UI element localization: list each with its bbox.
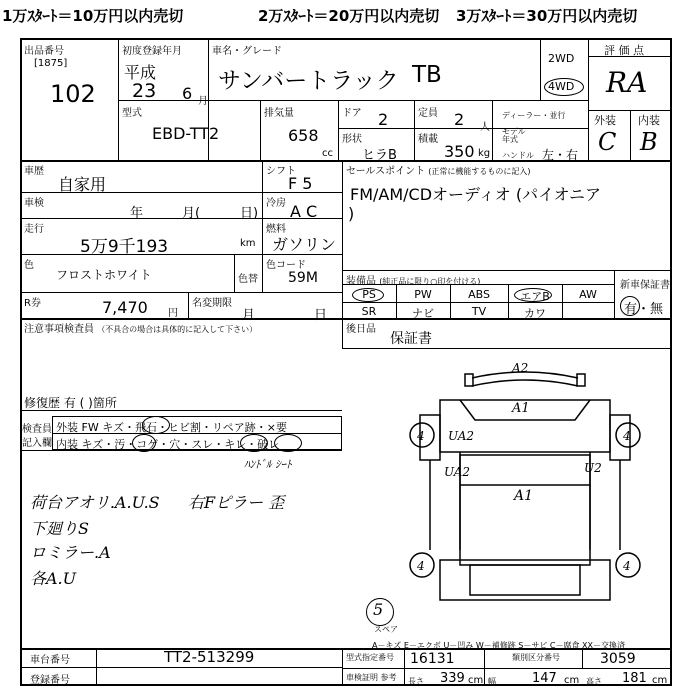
lot-number: 102	[50, 80, 96, 108]
interior-label: 内装	[638, 114, 660, 127]
note-underbody: 下廻りS	[30, 519, 89, 538]
registration-month: 6	[182, 84, 193, 103]
drive-4wd: 4WD	[548, 80, 575, 93]
note-bed-gate: 荷台アオリ.A.U.S	[30, 493, 160, 512]
vehicle-damage-diagram	[400, 360, 650, 620]
rule-10man: 1万ｽﾀｰﾄ＝10万円以内売切	[2, 7, 184, 25]
width-unit: cm	[564, 675, 580, 686]
inspection-year: 年	[130, 206, 144, 221]
model-value: EBD-TT2	[152, 124, 220, 143]
shift-label: シフト	[266, 166, 296, 177]
repair-history: 修復歴 有 ( )箇所	[24, 396, 117, 410]
mark-tire-fl: 4	[417, 429, 425, 443]
note-each: 各A.U	[30, 569, 77, 588]
rule-20man: 2万ｽﾀｰﾄ＝20万円以内売切	[258, 7, 440, 25]
notes-label: 注意事項検査員 （不具合の場合は具体的に記入して下さい）	[24, 324, 258, 335]
accessories-label: 後日品	[346, 324, 376, 335]
auction-rules-banner	[0, 0, 700, 30]
mileage-label: 走行	[24, 224, 44, 235]
mark-tire-rl: 4	[417, 559, 425, 573]
mark-a2-top: A2	[512, 361, 529, 375]
vehicle-grade: TB	[412, 62, 442, 88]
width-label: 幅	[488, 677, 496, 686]
sales-point-line1: FM/AM/CDオーディオ (パイオニア	[350, 185, 601, 204]
aircon-label: 冷房	[266, 198, 286, 209]
inspector-exterior-row: 外装 FW キズ・飛石・ヒビ割・リペア跡・×要	[56, 421, 287, 434]
repaint-label: 色替	[238, 274, 258, 285]
equipment-pw: PW	[414, 288, 432, 301]
load-unit: kg	[478, 148, 491, 159]
dealer-label: ディーラー・並行	[502, 111, 566, 120]
rating-label: 評 価 点	[604, 44, 644, 57]
exterior-label: 外装	[594, 114, 616, 127]
type-designation-value: 16131	[410, 651, 455, 667]
registration-era: 平成	[124, 63, 157, 82]
name-change-day: 日	[314, 308, 328, 323]
inspection-label: 車検	[24, 198, 44, 209]
registration-label: 初度登録年月	[122, 46, 182, 57]
equipment-sr: SR	[361, 305, 377, 318]
inspector-label-2: 記入欄	[22, 438, 52, 449]
dimensions-label: 車検証明 参考	[346, 673, 397, 682]
equipment-ps: PS	[362, 288, 376, 301]
lot-label: 出品番号	[24, 46, 64, 57]
inspector-label-1: 検査員	[22, 424, 52, 435]
plate-label: 登録番号	[30, 675, 70, 686]
mark-tire-fr: 4	[623, 429, 631, 443]
inspector-hand-note: ﾊﾝﾄﾞﾙ ｼｰﾄ	[244, 458, 292, 471]
spare-label: スペア	[374, 625, 398, 634]
rule-30man: 3万ｽﾀｰﾄ＝30万円以内売切	[456, 7, 638, 25]
load-value: 350	[444, 142, 475, 161]
model-label: 型式	[122, 108, 142, 119]
mark-a1-roof: A1	[512, 401, 530, 416]
type-designation-label: 型式指定番号	[346, 653, 394, 662]
capacity-label: 定員	[418, 108, 438, 119]
spare-tire-count: 5	[373, 600, 384, 619]
length-label: 長さ	[408, 677, 424, 686]
body-shape-value: ヒラB	[362, 148, 397, 163]
registration-year: 23	[132, 80, 157, 102]
color-code-label: 色コード	[266, 260, 306, 271]
height-value: 181	[622, 671, 647, 686]
lot-sub: [1875]	[34, 58, 68, 69]
aircon-value: A C	[290, 202, 318, 221]
note-mirror: ロミラー.A	[30, 543, 111, 562]
vehicle-name: サンバートラック	[218, 68, 399, 94]
equipment-leather: カワ	[524, 307, 546, 320]
mark-u2-right: U2	[584, 461, 602, 475]
sales-point-line2: )	[348, 204, 355, 223]
dirt-circle	[132, 434, 156, 452]
displacement-unit: cc	[322, 148, 333, 159]
color-value: フロストホワイト	[56, 268, 152, 282]
drive-2wd: 2WD	[548, 52, 575, 65]
handle-value: 左・右	[542, 148, 579, 162]
name-change-label: 名変期限	[192, 298, 232, 309]
fuel-label: 燃料	[266, 224, 286, 235]
category-value: 3059	[600, 651, 636, 667]
handle-label: ハンドル	[502, 151, 534, 160]
length-unit: cm	[468, 675, 484, 686]
recycle-label: R券	[24, 298, 41, 309]
interior-grade: B	[640, 128, 658, 156]
chassis-value: TT2-513299	[164, 648, 255, 666]
scuff-circle	[240, 434, 268, 452]
accessories-value: 保証書	[390, 331, 432, 347]
registration-month-unit: 月	[198, 96, 208, 107]
chassis-label: 車台番号	[30, 655, 70, 666]
vehicle-label: 車名・グレード	[212, 46, 282, 57]
exterior-grade: C	[598, 128, 617, 156]
model-year-label: モデル年式	[502, 127, 526, 144]
doors-value: 2	[378, 110, 389, 129]
height-label: 高さ	[586, 677, 602, 686]
capacity-value: 2	[454, 110, 465, 129]
inspection-day: 日)	[240, 206, 259, 221]
equipment-navi: ナビ	[412, 307, 434, 320]
body-shape-label: 形状	[342, 134, 362, 145]
category-label: 類別区分番号	[512, 653, 560, 662]
rating-score: RA	[606, 66, 648, 99]
equipment-aw: AW	[579, 288, 597, 301]
equipment-airbag: エアB	[520, 290, 550, 303]
load-label: 積載	[418, 134, 438, 145]
inspection-month: 月(	[182, 206, 201, 221]
warranty-value: 有・無	[624, 302, 664, 317]
warranty-label: 新車保証書	[620, 280, 670, 291]
length-value: 339	[440, 671, 465, 686]
fuel-value: ガソリン	[272, 235, 337, 254]
mark-a1-bed: A1	[514, 488, 534, 504]
width-value: 147	[532, 671, 557, 686]
equipment-abs: ABS	[468, 288, 490, 301]
equipment-tv: TV	[471, 305, 487, 318]
name-change-month: 月	[242, 308, 256, 323]
inspector-interior-row: 内装 キズ・汚・コゲ・穴・スレ・キレ・破レ	[56, 438, 280, 451]
recycle-unit: 円	[168, 308, 178, 319]
shift-value: F 5	[288, 174, 313, 193]
usage-value: 自家用	[58, 175, 107, 194]
usage-label: 車歴	[24, 166, 44, 177]
recycle-value: 7,470	[102, 298, 148, 317]
equipment-label: 装備品 (純正品に限り○印を付ける)	[346, 276, 481, 287]
damage-legend: A－キズ E－エクボ U－凹み W－補修跡 S－サビ C－腐食 XX－交換済	[372, 641, 626, 650]
mileage-unit: km	[240, 238, 256, 249]
color-code-value: 59M	[288, 270, 318, 286]
mark-ua2-left: UA2	[448, 429, 475, 443]
mileage-value: 5万9千193	[80, 237, 169, 257]
stone-chip-circle	[142, 416, 170, 434]
note-pillar: 右Fピラー 歪	[188, 493, 285, 512]
color-label: 色	[24, 260, 34, 271]
height-unit: cm	[652, 675, 668, 686]
displacement-value: 658	[288, 126, 319, 145]
tear-circle	[274, 434, 302, 452]
doors-label: ドア	[342, 108, 362, 119]
displacement-label: 排気量	[264, 108, 294, 119]
sales-point-label: セールスポイント (正常に機能するものに記入)	[346, 166, 531, 177]
capacity-unit: 人	[480, 122, 490, 133]
mark-ua2-side: UA2	[444, 465, 471, 479]
mark-tire-rr: 4	[623, 559, 631, 573]
